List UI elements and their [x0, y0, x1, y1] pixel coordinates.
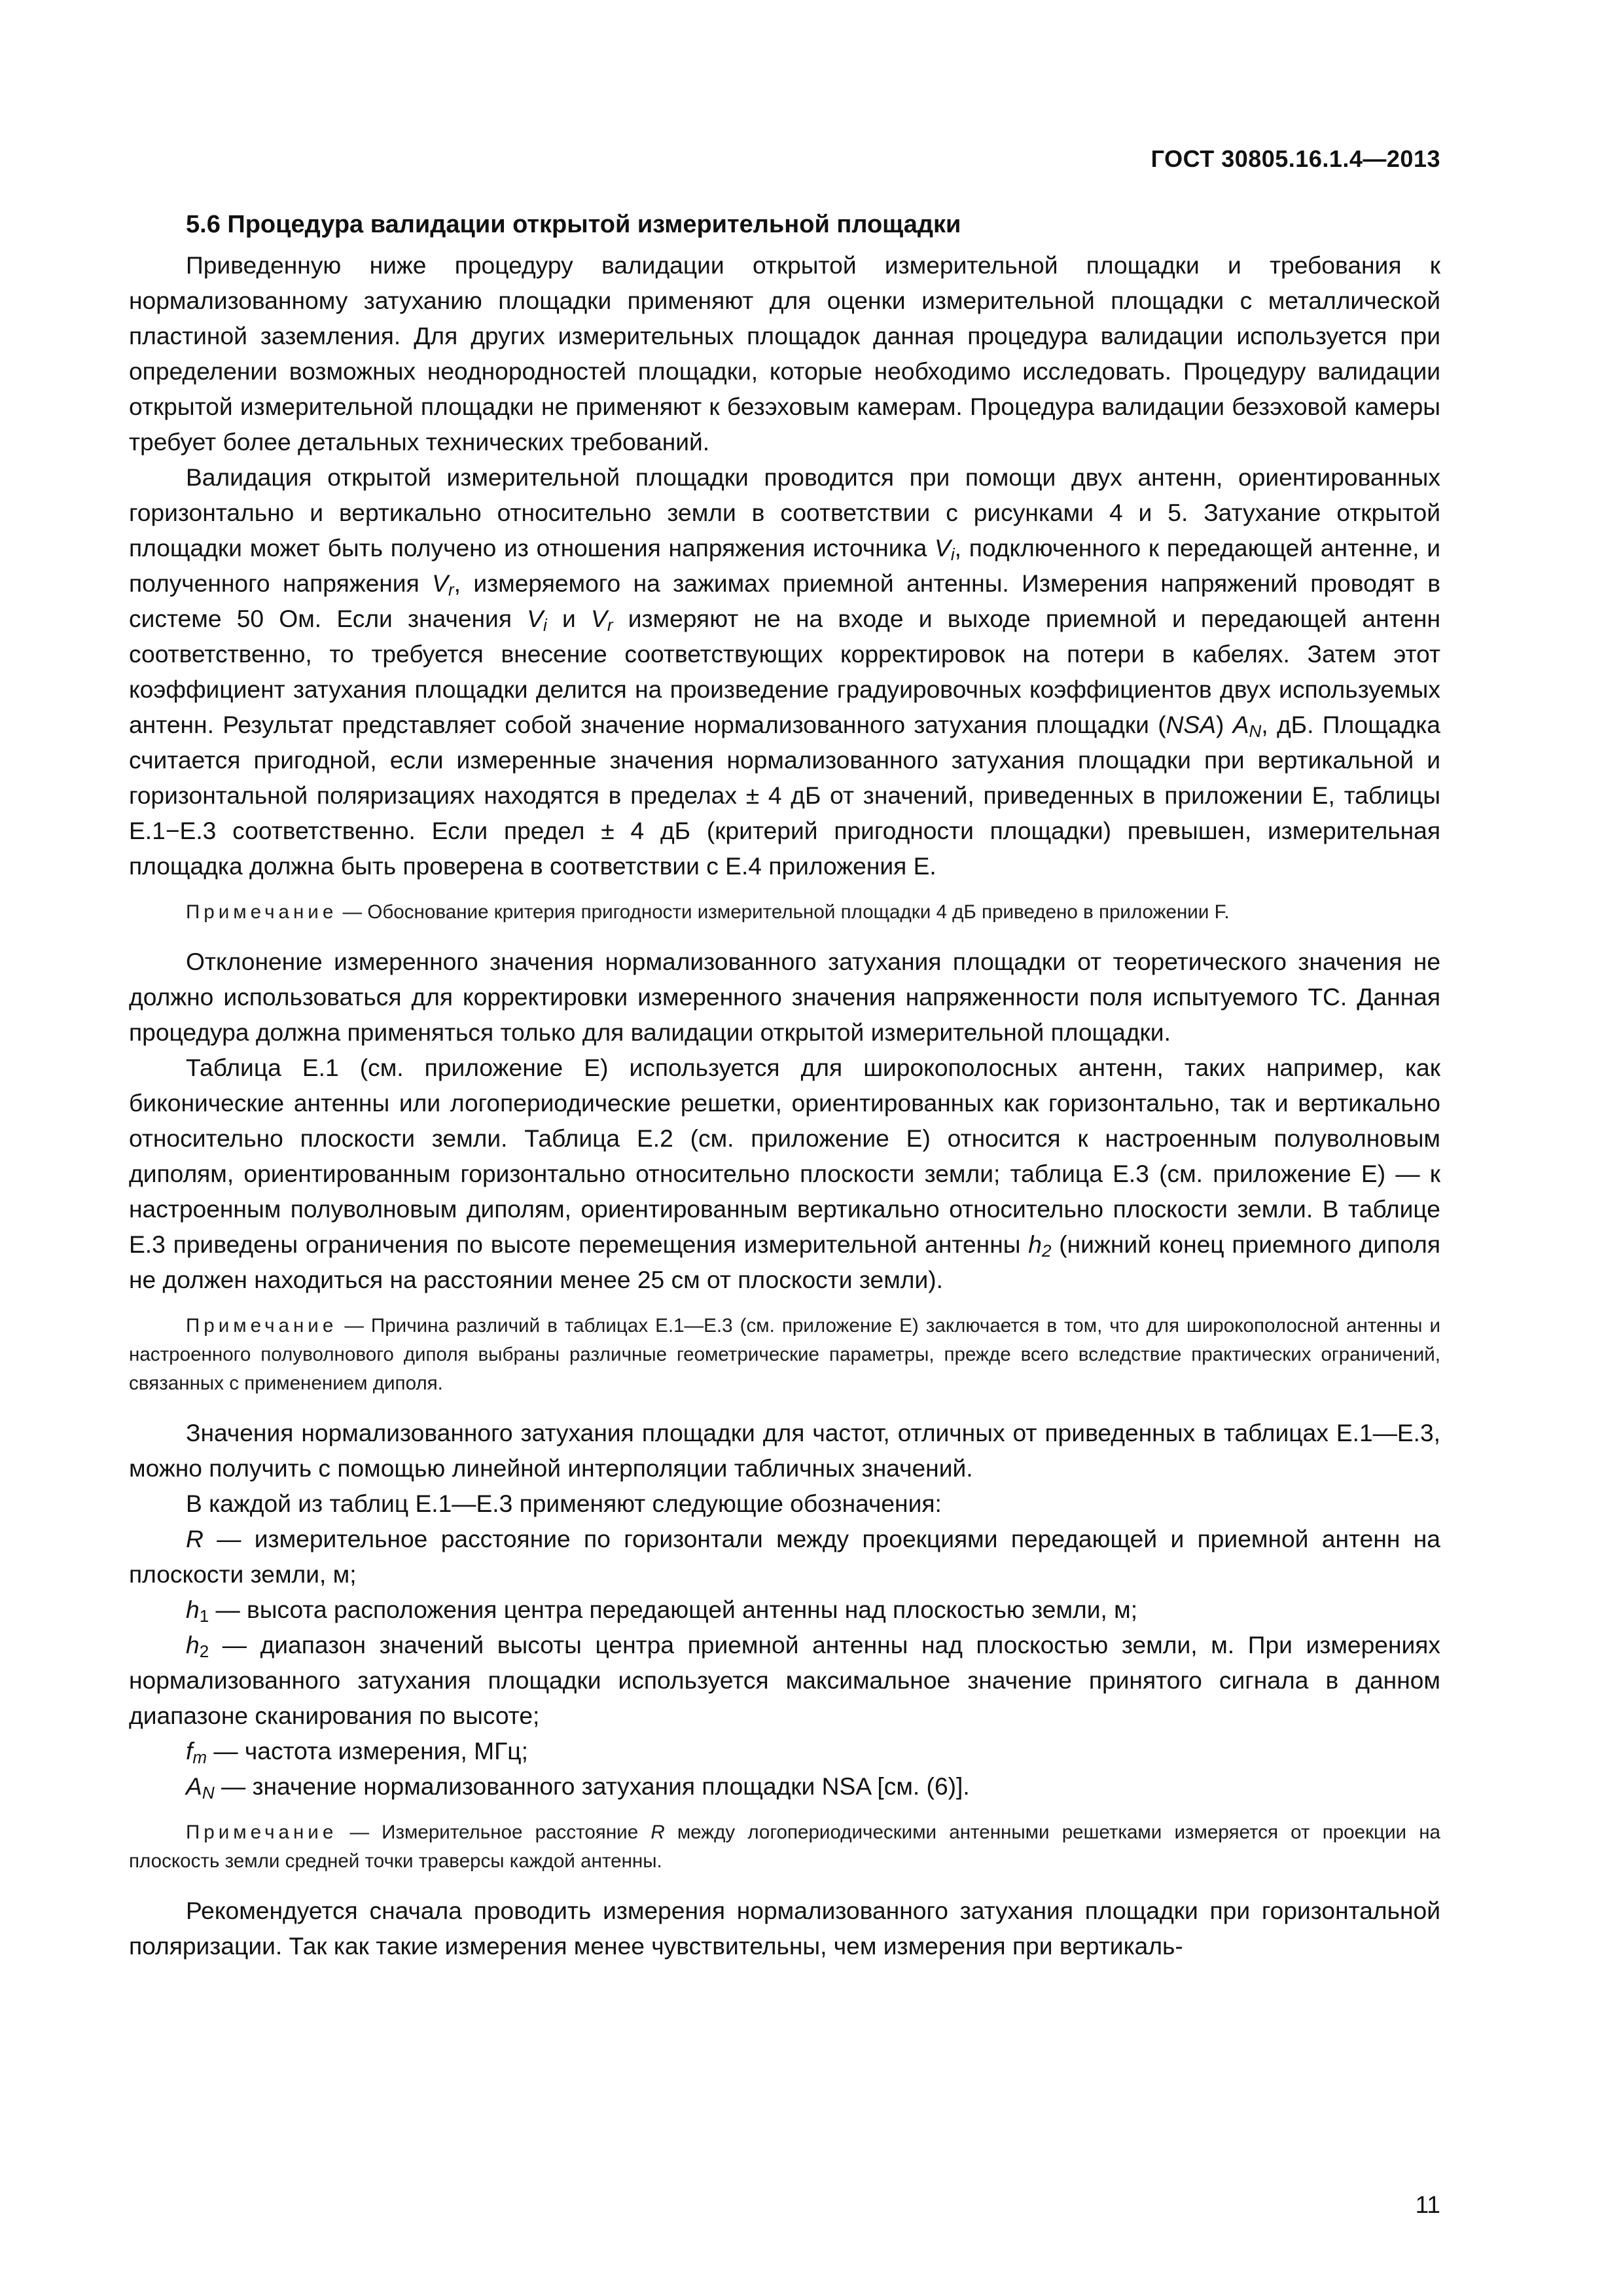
- definition-fm: $f_m$ — частота измерения, МГц;: [186, 1737, 528, 1767]
- paragraph-5: Значения нормализованного затухания площадки для частот, отличных от приведенных в таблицах Е.1—Е.3, можно получить с помощью линейной интерполяции табличных значений.: [129, 1419, 1440, 1482]
- definition-h2: $h_2$ — диапазон значений высоты центра приемной антенны над плоскостью земли, м. При измерениях нормализованного затухания площадки используется максимальное значение принятого сигнала в данном диапазоне сканирования по высоте;: [129, 1631, 1440, 1729]
- paragraph-6: В каждой из таблиц Е.1—Е.3 применяют следующие обозначения:: [186, 1490, 942, 1517]
- section-title: 5.6 Процедура валидации открытой измерительной площадки: [186, 211, 961, 238]
- note-label: Примечание: [186, 1821, 338, 1843]
- document-code-header: ГОСТ 30805.16.1.4—2013: [1150, 145, 1440, 172]
- paragraph-2: Валидация открытой измерительной площадки проводится при помощи двух антенн, ориентированных горизонтально и вертикально относительно земли в соответствии с рисунками 4 и 5. Затухание открытой площадки может быть получено из отношения напряжения источника $V_i$, подключенного к передающей антенне, и полученного напряжения $V_r$, измеряемого на зажимах приемной антенны. Измерения напряжений проводят в системе 50 Ом. Если значения $V_i$ и $V_r$ измеряют не на входе и выходе приемной и передающей антенн соответственно, то требуется внесение соответствующих корректировок на потери в кабелях. Затем этот коэффициент затухания площадки делится на произведение градуировочных коэффициентов двух используемых антенн. Результат представляет собой значение нормализованного затухания площадки (NSA) $A_N$, дБ. Площадка считается пригодной, если измеренные значения нормализованного затухания площадки при вертикальной и горизонтальной поляризациях находятся в пределах ± 4 дБ от значений, приведенных в приложении Е, таблицы Е.1−Е.3 соответственно. Если предел ± 4 дБ (критерий пригодности площадки) превышен, измерительная площадка должна быть проверена в соответствии с Е.4 приложения Е.: [129, 463, 1441, 880]
- paragraph-1: Приведенную ниже процедуру валидации открытой измерительной площадки и требования к нормализованному затуханию площадки применяют для оценки измерительной площадки с металлической пластиной заземления. Для других измерительных площадок данная процедура валидации используется при определении возможных неоднородностей площадки, которые необходимо исследовать. Процедуру валидации открытой измерительной площадки не применяют к безэховым камерам. Процедура валидации безэховой камеры требует более детальных технических требований.: [129, 251, 1440, 456]
- note-label: Примечание: [186, 901, 338, 923]
- definition-an: $A_N$ — значение нормализованного затухания площадки NSA [см. (6)].: [186, 1772, 970, 1803]
- note-3: Примечание — Измерительное расстояние R между логопериодическими антенными решетками измеряется от проекции на плоскость земли средней точки траверсы каждой антенны.: [129, 1821, 1440, 1872]
- paragraph-7: Рекомендуется сначала проводить измерения нормализованного затухания площадки при горизонтальной поляризации. Так как такие измерения менее чувствительны, чем измерения при вертикаль-: [129, 1897, 1440, 1960]
- paragraph-4: Таблица Е.1 (см. приложение Е) используется для широкополосных антенн, таких например, как биконические антенны или логопериодические решетки, ориентированных как горизонтально, так и вертикально относительно плоскости земли. Таблица Е.2 (см. приложение Е) относится к настроенным полуволновым диполям, ориентированным горизонтально относительно плоскости земли; таблица Е.3 (см. приложение Е) — к настроенным полуволновым диполям, ориентированным вертикально относительно плоскости земли. В таблице Е.3 приведены ограничения по высоте перемещения измерительной антенны $h_2$ (нижний конец приемного диполя не должен находиться на расстоянии менее 25 см от плоскости земли).: [129, 1054, 1440, 1293]
- note-label: Примечание: [186, 1315, 338, 1336]
- definition-r: R — измерительное расстояние по горизонтали между проекциями передающей и приемной антенн на плоскости земли, м;: [129, 1525, 1440, 1588]
- page-number: 11: [1415, 2191, 1440, 2218]
- note-1: Примечание — Обоснование критерия пригодности измерительной площадки 4 дБ приведено в приложении F.: [186, 901, 1230, 923]
- definition-h1: $h_1$ — высота расположения центра передающей антенны над плоскостью земли, м;: [186, 1596, 1138, 1626]
- document-body: [129, 207, 1440, 1964]
- note-2: Примечание — Причина различий в таблицах Е.1—Е.3 (см. приложение Е) заключается в том, что для широкополосной антенны и настроенного полуволнового диполя выбраны различные геометрические параметры, прежде всего вследствие практических ограничений, связанных с применением диполя.: [129, 1315, 1440, 1394]
- paragraph-3: Отклонение измеренного значения нормализованного затухания площадки от теоретического значения не должно использоваться для корректировки измеренного значения напряженности поля испытуемого ТС. Данная процедура должна применяться только для валидации открытой измерительной площадки.: [129, 948, 1440, 1046]
